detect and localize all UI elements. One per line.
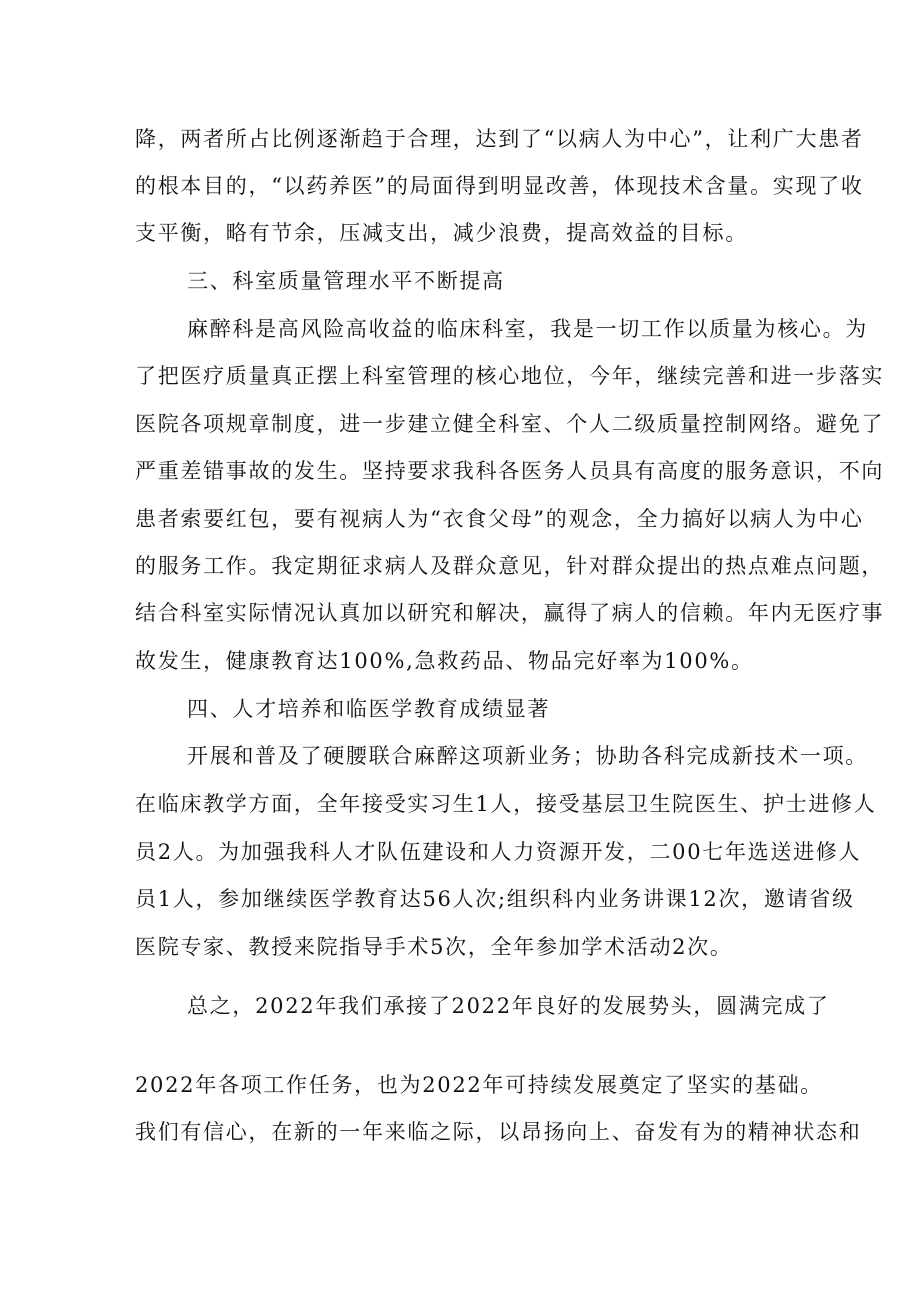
paragraph-line: 2022年各项工作任务，也为2022年可持续发展奠定了坚实的基础。 xyxy=(135,1073,823,1097)
section-heading: 三、科室质量管理水平不断提高 xyxy=(187,269,505,293)
paragraph-line: 开展和普及了硬腰联合麻醉这项新业务；协助各科完成新技术一项。 xyxy=(187,744,868,768)
paragraph-line: 结合科室实际情况认真加以研究和解决，赢得了病人的信赖。年内无医疗事 xyxy=(135,601,885,625)
paragraph-line: 总之，2022年我们承接了2022年良好的发展势头，圆满完成了 xyxy=(187,994,830,1018)
paragraph-line: 了把医疗质量真正摆上科室管理的核心地位，今年，继续完善和进一步落实 xyxy=(135,364,885,388)
paragraph-line: 降，两者所占比例逐渐趋于合理，达到了“以病人为中心”，让利广大患者 xyxy=(135,127,864,151)
paragraph-line: 在临床教学方面，全年接受实习生1人，接受基层卫生院医生、护士进修人 xyxy=(135,792,877,816)
paragraph-line: 患者索要红包，要有视病人为“衣食父母”的观念，全力搞好以病人为中心 xyxy=(135,507,864,531)
paragraph-line: 支平衡，略有节余，压减支出，减少浪费，提高效益的目标。 xyxy=(135,221,748,245)
paragraph-line: 故发生，健康教育达100%,急救药品、物品完好率为100%。 xyxy=(135,649,754,673)
paragraph-line: 的服务工作。我定期征求病人及群众意见，针对群众提出的热点难点问题， xyxy=(135,554,885,578)
paragraph-line: 员1人，参加继续医学教育达56人次;组织科内业务讲课12次，邀请省级 xyxy=(135,887,855,911)
paragraph-line: 我们有信心，在新的一年来临之际，以昂扬向上、奋发有为的精神状态和 xyxy=(135,1120,862,1144)
paragraph-line: 麻醉科是高风险高收益的临床科室，我是一切工作以质量为核心。为 xyxy=(187,317,868,341)
section-heading: 四、人才培养和临医学教育成绩显著 xyxy=(187,697,551,721)
paragraph-line: 员2人。为加强我科人才队伍建设和人力资源开发，二00七年选送进修人 xyxy=(135,840,862,864)
paragraph-line: 医院专家、教授来院指导手术5次，全年参加学术活动2次。 xyxy=(135,935,733,959)
paragraph-line: 的根本目的，“以药养医”的局面得到明显改善，体现技术含量。实现了收 xyxy=(135,174,864,198)
paragraph-line: 医院各项规章制度，进一步建立健全科室、个人二级质量控制网络。避免了 xyxy=(135,412,885,436)
paragraph-line: 严重差错事故的发生。坚持要求我科各医务人员具有高度的服务意识，不向 xyxy=(135,459,885,483)
